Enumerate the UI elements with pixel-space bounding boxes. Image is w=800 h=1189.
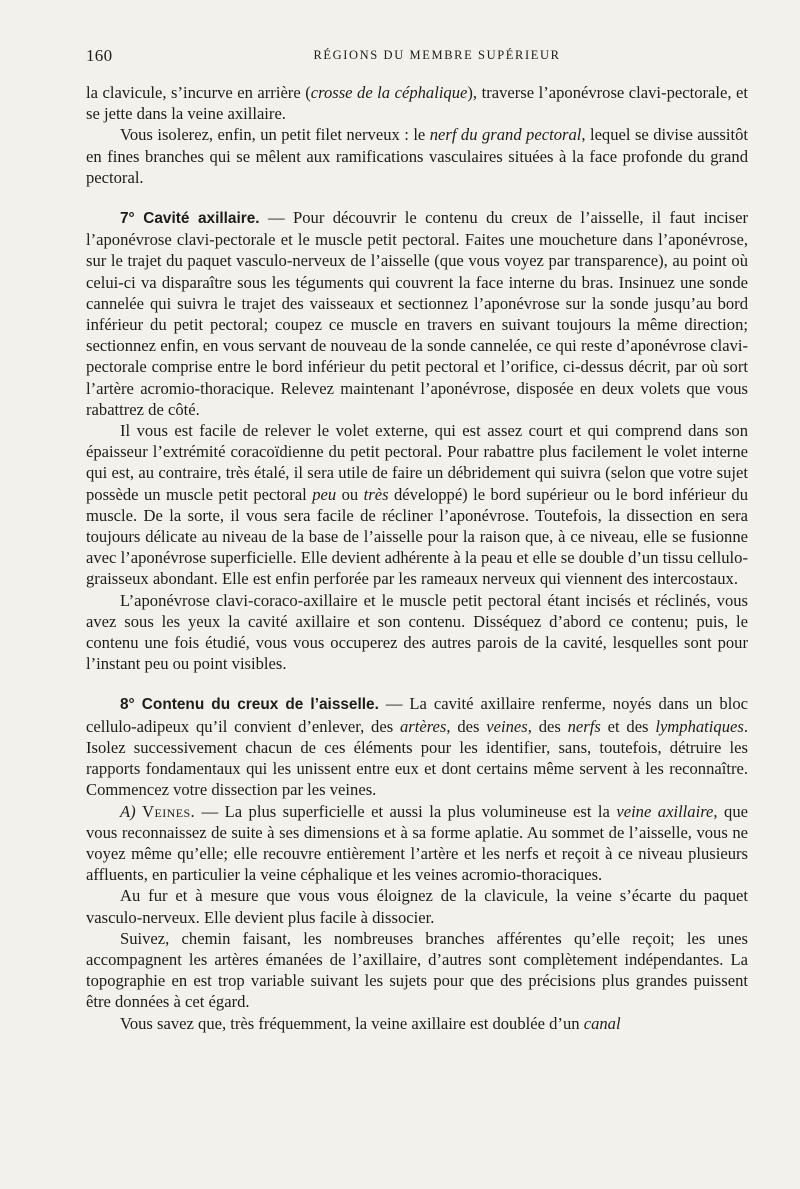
text-run: développé) le bord supérieur ou le bord inférieur du muscle. De la sorte, il vous sera facile de récliner l’aponévrose. Toutefois, la dissection en sera toujours délicate au niveau de la base de l’aisselle pour la raison que, à ce niveau, elle se fusionne avec l’aponévrose superficielle. Elle devient adhérente à la peau et elle se double d’un tissu cellulo-graisseux abondant. Elle est enfin perforée par les rameaux nerveux qui viennent des intercostaux. [86, 484, 749, 589]
text-run: la clavicule, s’incurve en arrière ( [86, 83, 311, 102]
paragraph-aponevrose-incisee [86, 590, 748, 675]
text-run: ou [336, 484, 364, 504]
running-head: RÉGIONS DU MEMBRE SUPÉRIEUR [313, 48, 561, 62]
italic-term: nerf du grand pectoral [429, 125, 582, 145]
italic-term: veine axillaire [616, 801, 714, 821]
section-7-cavite-axillaire [86, 207, 748, 420]
text-run: ), traverse l’aponévrose clavi-pectorale, et se jette dans la veine axillaire. [86, 83, 748, 124]
text-run: . Isolez successivement chacun de ces éléments pour les identifier, sans, toutefois, détruire les rapports fondamentaux qui les unissent entre eux et dont certains même servent à les reconnaître. Commencez votre dissection par les veines. [86, 716, 748, 800]
text-run: Vous savez que, très fréquemment, la veine axillaire est doublée d’un [120, 1013, 584, 1033]
text-run: , des [446, 716, 487, 736]
section-8-contenu-aisselle [86, 693, 748, 800]
text-run: Suivez, chemin faisant, les nombreuses branches afférentes qu’elle reçoit; les unes accompagnent les artères émanées de l’axillaire, d’autres sont complètement indépendantes. La topographie en est trop variable suivant les sujets pour que des précisions plus grandes puissent être données à cet égard. [86, 928, 748, 1012]
paragraph-volet-externe [86, 420, 748, 590]
paragraph-nerf-grand-pectoral [86, 124, 748, 188]
paragraph-branches-afferentes [86, 928, 748, 1013]
italic-term: peu [312, 484, 337, 504]
text-run: L’aponévrose clavi-coraco-axillaire et le muscle petit pectoral étant incisés et réclinés, vous avez sous les yeux la cavité axillaire et son contenu. Disséquez d’abord ce contenu; puis, le contenu une fois étudié, vous vous occuperez des autres parois de la cavité, lesquelles sont pour l’instant peu ou point visibles. [86, 590, 748, 674]
text-run: Vous isolerez, enfin, un petit filet nerveux : le [120, 125, 430, 145]
text-run: — Pour découvrir le contenu du creux de l’aisselle, il faut inciser l’aponévrose clavi-pectorale et le muscle petit pectoral. Faites une moucheture dans l’aponévrose, sur le trajet du paquet vasculo-nerveux de l’aisselle (que vous voyez par transparence), au point où celui-ci va disparaître sous les téguments qui couvrent la face interne du bras. Insinuez une sonde cannelée qui suivra le trajet des vaisseaux et sectionnez l’aponévrose sur la sonde jusqu’au bord inférieur du petit pectoral; coupez ce muscle en travers en suivant toujours la même direction; sectionnez enfin, en vous servant de nouveau de la sonde cannelée, ce qui reste d’aponévrose clavi-pectorale comprise entre le bord inférieur du petit pectoral et l’orifice, ci-dessus décrit, par où sort l’artère acromio-thoracique. Relevez maintenant l’aponévrose, disposée en deux volets que vous rabattrez de côté. [86, 208, 748, 419]
page-header [86, 46, 748, 68]
italic-term: nerfs [567, 716, 601, 736]
subsection-heading: Veines. [142, 801, 196, 821]
paragraph-continuation [86, 82, 748, 124]
text-run: — La plus superficielle et aussi la plus volumineuse est la [195, 801, 617, 821]
italic-term: lymphatiques [655, 716, 744, 736]
text-run: , des [527, 716, 568, 736]
italic-term: crosse de la céphalique [310, 83, 468, 102]
paragraph-veines [86, 801, 748, 886]
italic-term: très [363, 484, 389, 504]
section-heading: 7° Cavité axillaire. [120, 210, 260, 228]
subsection-label: A) [120, 801, 136, 821]
section-heading: 8° Contenu du creux de l’aisselle. [120, 696, 379, 714]
page-number: 160 [86, 46, 113, 65]
text-run: , lequel se divise aussitôt en fines branches qui se mêlent aux ramifications vasculaires situées à la face profonde du grand pectoral. [86, 125, 749, 187]
italic-term: artères [399, 716, 447, 736]
body-text [86, 82, 748, 1034]
text-run: , que vous reconnaissez de suite à ses dimensions et à sa forme aplatie. Au sommet de l’aisselle, vous ne voyez même qu’elle; elle recouvre entièrement l’artère et les nerfs et reçoit à ce niveau plusieurs affluents, en particulier la veine céphalique et les veines acromio-thoraciques. [86, 801, 748, 885]
text-run: et des [600, 716, 656, 736]
text-run: Il vous est facile de relever le volet externe, qui est assez court et qui comprend dans son épaisseur l’extrémité coracoïdienne du petit pectoral. Pour rabattre plus facilement le volet interne qui est, au contraire, très étalé, il sera utile de faire un débridement qui suivra (selon que votre sujet possède un muscle petit pectoral [86, 421, 748, 504]
paragraph-canal [86, 1013, 748, 1034]
text-run: Au fur et à mesure que vous vous éloignez de la clavicule, la veine s’écarte du paquet vasculo-nerveux. Elle devient plus facile à dissocier. [86, 886, 748, 927]
text-run: — La cavité axillaire renferme, noyés dans un bloc cellulo-adipeux qu’il convient d’enlever, des [86, 694, 748, 736]
paragraph-veine-ecarte [86, 885, 748, 927]
italic-term: veines [486, 716, 528, 736]
italic-term: canal [583, 1013, 621, 1033]
